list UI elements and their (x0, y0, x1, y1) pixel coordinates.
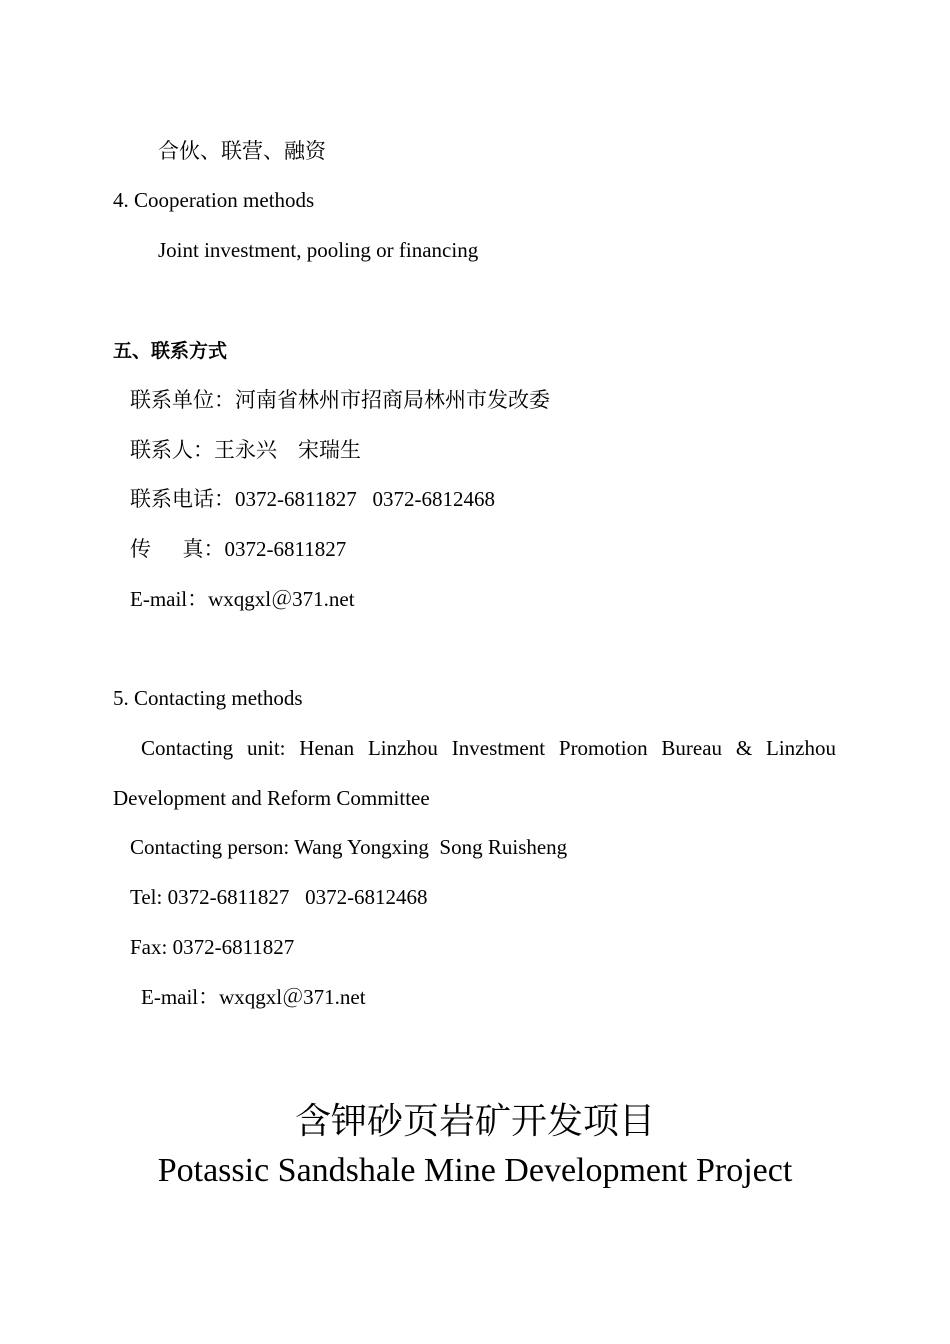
contact-fax-cn: 传 真：0372-6811827 (130, 537, 347, 561)
project-title-cn: 含钾砂页岩矿开发项目 (294, 1101, 655, 1142)
contact-tel-en: Tel: 0372-6811827 0372-6812468 (130, 885, 428, 909)
project-title-en: Potassic Sandshale Mine Development Project (157, 1152, 793, 1189)
contact-person-en: Contacting person: Wang Yongxing Song Ruisheng (130, 835, 568, 859)
contact-methods-cn-heading: 五、联系方式 (113, 340, 228, 362)
contact-unit-cn: 联系单位：河南省林州市招商局林州市发改委 (130, 388, 550, 412)
contact-person-cn: 联系人：王永兴 宋瑞生 (130, 438, 361, 462)
cooperation-methods-text: Joint investment, pooling or financing (158, 238, 479, 262)
contact-methods-en-heading: 5. Contacting methods (113, 686, 303, 710)
contact-tel-cn: 联系电话：0372-6811827 0372-6812468 (130, 487, 495, 511)
cooperation-methods-cn-text: 合伙、联营、融资 (158, 139, 326, 163)
contact-fax-en: Fax: 0372-6811827 (130, 935, 295, 959)
contact-email-cn: E-mail：wxqgxl＠371.net (130, 587, 355, 611)
contact-email-en: E-mail：wxqgxl＠371.net (141, 985, 366, 1009)
contact-unit-en-line1: Contacting unit: Henan Linzhou Investment Promotion Bureau & Linzhou (141, 736, 836, 760)
contact-unit-en-line2: Development and Reform Committee (113, 786, 430, 810)
cooperation-methods-heading: 4. Cooperation methods (113, 188, 315, 212)
